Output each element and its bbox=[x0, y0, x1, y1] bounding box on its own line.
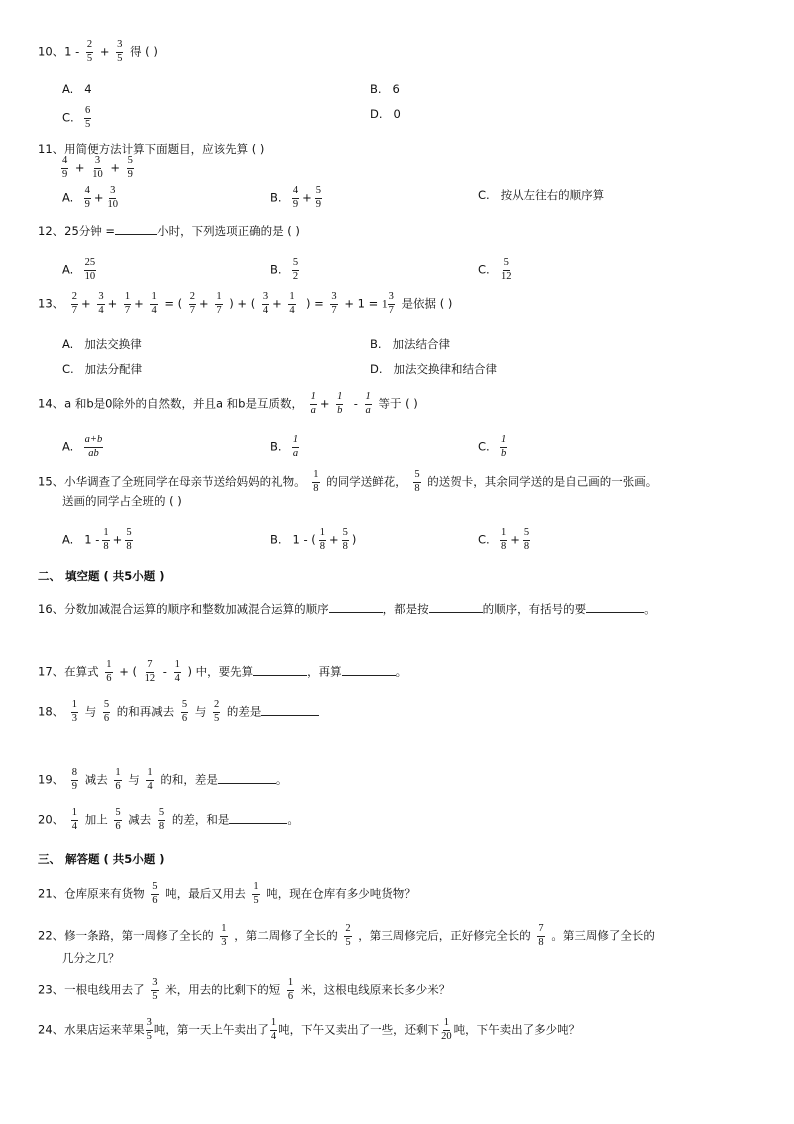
fraction bbox=[292, 435, 299, 459]
fraction-numerator: 1 bbox=[71, 700, 78, 713]
fraction-numerator: 25 bbox=[84, 258, 97, 271]
fraction bbox=[252, 882, 259, 906]
fraction-numerator: 1 bbox=[319, 528, 326, 541]
fraction bbox=[105, 660, 112, 684]
fraction-numerator: 5 bbox=[125, 528, 132, 541]
fraction-numerator: 1 bbox=[252, 882, 259, 895]
option-d: D. 加法交换律和结合律 bbox=[370, 362, 497, 376]
fraction bbox=[312, 470, 319, 494]
answer-blank bbox=[115, 224, 157, 235]
fraction bbox=[336, 392, 343, 416]
fraction-denominator: 3 bbox=[71, 712, 78, 724]
fraction bbox=[215, 292, 222, 316]
fraction-denominator: 5 bbox=[345, 936, 351, 948]
fraction bbox=[146, 1018, 153, 1042]
fraction-denominator: 4 bbox=[270, 1030, 277, 1042]
fraction bbox=[71, 700, 78, 724]
fraction bbox=[288, 292, 295, 316]
fraction-denominator: 6 bbox=[181, 712, 188, 724]
fraction bbox=[189, 292, 196, 316]
fraction-numerator: 5 bbox=[127, 156, 134, 169]
fraction-numerator: 5 bbox=[151, 882, 158, 895]
question-14: 14、a 和b是0除外的自然数，并且a 和b是互质数， $\frac{1}{a}$ + $\frac{1}{b}$ - $\frac{1}{a}$ 等于 ( ) bbox=[38, 391, 418, 416]
fraction bbox=[310, 392, 317, 416]
fraction-denominator: 9 bbox=[84, 198, 90, 210]
fraction-numerator: 1 bbox=[500, 528, 507, 541]
fraction-numerator: 4 bbox=[84, 186, 91, 199]
answer-blank bbox=[342, 665, 396, 676]
fraction-numerator: 5 bbox=[181, 700, 188, 713]
fraction-denominator: 2 bbox=[292, 270, 299, 282]
answer-blank bbox=[253, 665, 307, 676]
fraction-numerator: a+b bbox=[84, 435, 104, 448]
fraction-numerator: 1 bbox=[310, 392, 317, 405]
fraction-denominator: 5 bbox=[85, 118, 91, 130]
fraction bbox=[344, 924, 351, 948]
fraction-denominator: a bbox=[310, 404, 316, 416]
fraction-numerator: 3 bbox=[151, 978, 158, 991]
fraction-numerator: 3 bbox=[109, 186, 116, 199]
option-b: B. $\frac{4}{9}$ + $\frac{5}{9}$ bbox=[270, 185, 321, 210]
fraction-denominator: 7 bbox=[71, 304, 78, 316]
fraction bbox=[500, 528, 507, 552]
fraction-numerator: 7 bbox=[146, 660, 153, 673]
fraction bbox=[124, 292, 131, 316]
fraction-denominator: 4 bbox=[262, 304, 269, 316]
fraction-denominator: 8 bbox=[414, 482, 420, 494]
fraction-numerator: 5 bbox=[158, 808, 165, 821]
fraction bbox=[127, 156, 134, 180]
question-20: 20、 $\frac{1}{4}$ 加上 $\frac{5}{6}$ 减去 $\frac{5}{8}$ 的差，和是 。 bbox=[38, 807, 299, 832]
option-c: C. $\frac{5}{12}$ bbox=[478, 257, 512, 282]
fraction bbox=[413, 470, 420, 494]
fraction-numerator: 1 bbox=[215, 292, 222, 305]
fraction-denominator: 8 bbox=[501, 540, 507, 552]
option-c: C. $\frac{1}{8}$ + $\frac{5}{8}$ bbox=[478, 527, 530, 552]
fraction-numerator: 2 bbox=[189, 292, 196, 305]
fraction-denominator: 5 bbox=[253, 894, 259, 906]
fraction-numerator: 1 bbox=[220, 924, 227, 937]
option-b: B. 1 - ( $\frac{1}{8}$ + $\frac{5}{8}$ ) bbox=[270, 527, 357, 552]
fraction-numerator: 1 bbox=[105, 660, 112, 673]
fraction-denominator: 6 bbox=[103, 712, 110, 724]
fraction bbox=[114, 768, 121, 792]
question-11: 11、用简便方法计算下面题目，应该先算 ( ) bbox=[38, 142, 265, 156]
fraction-numerator: 1 bbox=[288, 292, 295, 305]
fraction-denominator: 5 bbox=[117, 52, 123, 64]
question-18: 18、 $\frac{1}{3}$ 与 $\frac{5}{6}$ 的和再减去 $\frac{5}{6}$ 与 $\frac{2}{5}$ 的差是 bbox=[38, 700, 319, 724]
option-a: A. 4 bbox=[62, 82, 92, 96]
fraction-denominator: 12 bbox=[144, 672, 156, 684]
fraction-denominator: 10 bbox=[92, 168, 103, 180]
fraction-numerator: 1 bbox=[102, 528, 109, 541]
fraction-numerator: 3 bbox=[116, 40, 123, 53]
fraction-numerator: 6 bbox=[84, 106, 91, 119]
fraction-denominator: 12 bbox=[501, 270, 512, 282]
fraction bbox=[102, 528, 109, 552]
fraction-denominator: 3 bbox=[221, 936, 227, 948]
fraction-numerator: 5 bbox=[503, 258, 510, 271]
fraction-numerator: 5 bbox=[114, 808, 121, 821]
fraction-denominator: 8 bbox=[538, 936, 544, 948]
fraction-denominator: 8 bbox=[158, 820, 165, 832]
option-a: A. 加法交换律 bbox=[62, 337, 142, 351]
fraction bbox=[61, 156, 68, 180]
fraction-denominator: 9 bbox=[127, 168, 133, 180]
answer-blank bbox=[229, 813, 287, 824]
question-10: 10、1 - $\frac{2}{5}$ + $\frac{3}{5}$ 得 ( ) bbox=[38, 39, 158, 64]
fraction bbox=[365, 392, 372, 416]
fraction-denominator: 4 bbox=[71, 820, 78, 832]
fraction-denominator: 8 bbox=[126, 540, 132, 552]
fraction-denominator: 4 bbox=[174, 672, 180, 684]
option-c: C. $\frac{1}{b}$ bbox=[478, 434, 507, 459]
question-15: 15、小华调查了全班同学在母亲节送给妈妈的礼物。 $\frac{1}{8}$ 的同学送鲜花， $\frac{5}{8}$ 的送贺卡，其余同学送的是自己画的一张画。 bbox=[38, 469, 658, 494]
fraction-numerator: 5 bbox=[523, 528, 530, 541]
option-b: B. 加法结合律 bbox=[370, 337, 451, 351]
fraction bbox=[292, 186, 299, 210]
fraction-denominator: b bbox=[337, 404, 343, 416]
option-a: A. $\frac{a+b}{ab}$ bbox=[62, 434, 103, 459]
fraction bbox=[84, 186, 91, 210]
question-19: 19、 $\frac{8}{9}$ 减去 $\frac{1}{6}$ 与 $\frac{1}{4}$ 的和，差是 。 bbox=[38, 767, 288, 792]
answer-blank bbox=[218, 773, 276, 784]
question-22-line2: 几分之几？ bbox=[62, 951, 120, 965]
fraction-denominator: 9 bbox=[62, 168, 68, 180]
fraction-numerator: 5 bbox=[413, 470, 420, 483]
fraction bbox=[440, 1018, 453, 1042]
question-13: 13、 $\frac{2}{7}$ + $\frac{3}{4}$ + $\frac{1}{7}$ + $\frac{1}{4}$ = ( $\frac{2}{7}$ + $\frac{1}{7}$ ) + ( $\frac{3}{4}$ + $\frac{1}{4}$ ) = $\frac{3}{7}$ + 1 = 1 $\frac{3}{7}$ 是依据 ( ) bbox=[38, 291, 453, 316]
fraction-numerator: 1 bbox=[336, 392, 343, 405]
option-a: A. 1 - $\frac{1}{8}$ + $\frac{5}{8}$ bbox=[62, 527, 132, 552]
fraction-denominator: 5 bbox=[86, 52, 93, 64]
fraction bbox=[116, 40, 123, 64]
fraction-numerator: 2 bbox=[213, 700, 220, 713]
fraction-numerator: 1 bbox=[270, 1018, 277, 1031]
fraction-denominator: 4 bbox=[151, 304, 157, 316]
fraction-numerator: 7 bbox=[537, 924, 544, 937]
fraction-denominator: 9 bbox=[292, 198, 299, 210]
fraction bbox=[270, 1018, 277, 1042]
fraction-denominator: 9 bbox=[315, 198, 321, 210]
question-16: 16、分数加减混合运算的顺序和整数加减混合运算的顺序 ，都是按 的顺序，有括号的要 。 bbox=[38, 602, 656, 616]
fraction-numerator: 1 bbox=[114, 768, 121, 781]
fraction-numerator: 1 bbox=[146, 768, 153, 781]
fraction bbox=[71, 292, 78, 316]
question-23: 23、一根电线用去了 $\frac{3}{5}$ 米，用去的比剩下的短 $\frac{1}{6}$ 米，这根电线原来长多少米？ bbox=[38, 977, 451, 1002]
fraction-denominator: 7 bbox=[216, 304, 222, 316]
fraction bbox=[103, 700, 110, 724]
question-17: 17、在算式 $\frac{1}{6}$ + ( $\frac{7}{12}$ - $\frac{1}{4}$ ) 中，要先算 ，再算 。 bbox=[38, 659, 408, 684]
fraction-numerator: 1 bbox=[312, 470, 319, 483]
fraction-numerator: 1 bbox=[365, 392, 372, 405]
fraction bbox=[319, 528, 326, 552]
fraction-denominator: 4 bbox=[98, 304, 104, 316]
fraction bbox=[84, 258, 97, 282]
fraction-numerator: 1 bbox=[174, 660, 181, 673]
option-a: A. $\frac{25}{10}$ bbox=[62, 257, 96, 282]
fraction-denominator: 10 bbox=[107, 198, 119, 210]
answer-blank bbox=[429, 602, 483, 613]
fraction-denominator: 8 bbox=[523, 540, 530, 552]
fraction-numerator: 4 bbox=[61, 156, 68, 169]
fraction bbox=[287, 978, 294, 1002]
option-a: A. $\frac{4}{9}$ + $\frac{3}{10}$ bbox=[62, 185, 119, 210]
fraction-numerator: 3 bbox=[146, 1018, 153, 1031]
fraction-denominator: 5 bbox=[146, 1030, 152, 1042]
question-24: 24、水果店运来苹果 $\frac{3}{5}$ 吨，第一天上午卖出了 $\frac{1}{4}$ 吨，下午又卖出了一些，还剩下 $\frac{1}{20}$ 吨，下午卖出了多少吨？ bbox=[38, 1017, 581, 1042]
fraction-denominator: 7 bbox=[388, 304, 394, 316]
fraction bbox=[144, 660, 157, 684]
section-heading-fill-in: 二、 填空题 ( 共5小题 ) bbox=[38, 569, 165, 583]
option-c: C. $\frac{6}{5}$ bbox=[62, 105, 91, 130]
option-b: B. $\frac{1}{a}$ bbox=[270, 434, 299, 459]
fraction bbox=[158, 808, 165, 832]
fraction bbox=[114, 808, 121, 832]
fraction-numerator: 1 bbox=[292, 435, 299, 448]
fraction-numerator: 2 bbox=[344, 924, 351, 937]
fraction bbox=[315, 186, 322, 210]
fraction-denominator: 5 bbox=[213, 712, 220, 724]
fraction-denominator: 4 bbox=[289, 304, 295, 316]
fraction-denominator: 7 bbox=[331, 304, 337, 316]
option-b: B. $\frac{5}{2}$ bbox=[270, 257, 299, 282]
fraction-numerator: 1 bbox=[500, 435, 507, 448]
fraction-denominator: ab bbox=[88, 447, 99, 459]
fraction-denominator: 6 bbox=[115, 820, 121, 832]
fraction-numerator: 1 bbox=[71, 808, 78, 821]
fraction-numerator: 2 bbox=[86, 40, 93, 53]
fraction-numerator: 3 bbox=[330, 292, 337, 305]
fraction bbox=[537, 924, 544, 948]
fraction bbox=[213, 700, 220, 724]
fraction-numerator: 5 bbox=[315, 186, 322, 199]
fraction bbox=[292, 258, 299, 282]
fraction bbox=[342, 528, 349, 552]
option-b: B. 6 bbox=[370, 82, 400, 96]
question-11-expression: $\frac{4}{9}$ + $\frac{3}{10}$ + $\frac{5}{9}$ bbox=[62, 155, 133, 180]
fraction bbox=[500, 258, 513, 282]
fraction-numerator: 4 bbox=[292, 186, 299, 199]
fraction bbox=[388, 292, 395, 316]
fraction bbox=[151, 978, 158, 1002]
fraction-denominator: 9 bbox=[71, 780, 78, 792]
fraction-denominator: 6 bbox=[287, 990, 294, 1002]
fraction bbox=[330, 292, 337, 316]
fraction-numerator: 1 bbox=[124, 292, 131, 305]
fraction bbox=[84, 435, 104, 459]
fraction-denominator: a bbox=[292, 447, 299, 459]
fraction-numerator: 1 bbox=[443, 1018, 450, 1031]
option-c: C. 按从左往右的顺序算 bbox=[478, 188, 605, 202]
fraction-denominator: 7 bbox=[124, 304, 131, 316]
fraction-numerator: 5 bbox=[342, 528, 349, 541]
question-15-line2: 送画的同学占全班的 ( ) bbox=[62, 494, 182, 508]
fraction-denominator: 8 bbox=[319, 540, 326, 552]
fraction bbox=[125, 528, 132, 552]
fraction-numerator: 2 bbox=[71, 292, 78, 305]
fraction bbox=[107, 186, 120, 210]
fraction bbox=[146, 768, 153, 792]
section-heading-solve: 三、 解答题 ( 共5小题 ) bbox=[38, 852, 165, 866]
fraction bbox=[262, 292, 269, 316]
fraction bbox=[181, 700, 188, 724]
answer-blank bbox=[586, 602, 644, 613]
fraction bbox=[523, 528, 530, 552]
answer-blank bbox=[329, 602, 383, 613]
fraction bbox=[220, 924, 227, 948]
fraction-denominator: 7 bbox=[189, 304, 196, 316]
answer-blank bbox=[261, 705, 319, 716]
fraction-numerator: 1 bbox=[150, 292, 157, 305]
fraction-denominator: 6 bbox=[115, 780, 121, 792]
fraction bbox=[71, 808, 78, 832]
option-c: C. 加法分配律 bbox=[62, 362, 143, 376]
fraction-numerator: 3 bbox=[262, 292, 269, 305]
fraction bbox=[97, 292, 104, 316]
fraction-denominator: 8 bbox=[342, 540, 348, 552]
fraction bbox=[150, 292, 157, 316]
fraction-numerator: 8 bbox=[71, 768, 78, 781]
fraction-denominator: 6 bbox=[106, 672, 112, 684]
fraction-denominator: 20 bbox=[441, 1030, 452, 1042]
fraction bbox=[91, 156, 104, 180]
fraction-denominator: 10 bbox=[84, 270, 96, 282]
fraction-denominator: b bbox=[501, 447, 507, 459]
fraction-denominator: 4 bbox=[147, 780, 153, 792]
fraction bbox=[71, 768, 78, 792]
fraction bbox=[174, 660, 181, 684]
fraction-denominator: 8 bbox=[103, 540, 109, 552]
question-21: 21、仓库原来有货物 $\frac{5}{6}$ 吨，最后又用去 $\frac{1}{5}$ 吨，现在仓库有多少吨货物？ bbox=[38, 881, 416, 906]
option-d: D. 0 bbox=[370, 107, 401, 121]
fraction-numerator: 5 bbox=[103, 700, 110, 713]
fraction-denominator: 5 bbox=[152, 990, 158, 1002]
fraction-numerator: 1 bbox=[287, 978, 294, 991]
fraction-denominator: a bbox=[365, 404, 371, 416]
fraction bbox=[500, 435, 507, 459]
fraction-numerator: 3 bbox=[97, 292, 104, 305]
fraction bbox=[84, 106, 91, 130]
fraction-denominator: 8 bbox=[313, 482, 319, 494]
question-22: 22、修一条路，第一周修了全长的 $\frac{1}{3}$ ，第二周修了全长的 $\frac{2}{5}$ ，第三周修完后，正好修完全长的 $\frac{7}{8}$ 。第三周修了全长的 bbox=[38, 923, 655, 948]
fraction bbox=[86, 40, 93, 64]
fraction-numerator: 5 bbox=[292, 258, 299, 271]
fraction bbox=[151, 882, 158, 906]
question-number: 10、 bbox=[38, 44, 65, 59]
fraction-denominator: 6 bbox=[152, 894, 158, 906]
fraction-numerator: 3 bbox=[94, 156, 101, 169]
question-12: 12、25分钟 = 小时，下列选项正确的是 ( ) bbox=[38, 224, 300, 238]
fraction-numerator: 3 bbox=[388, 292, 395, 305]
